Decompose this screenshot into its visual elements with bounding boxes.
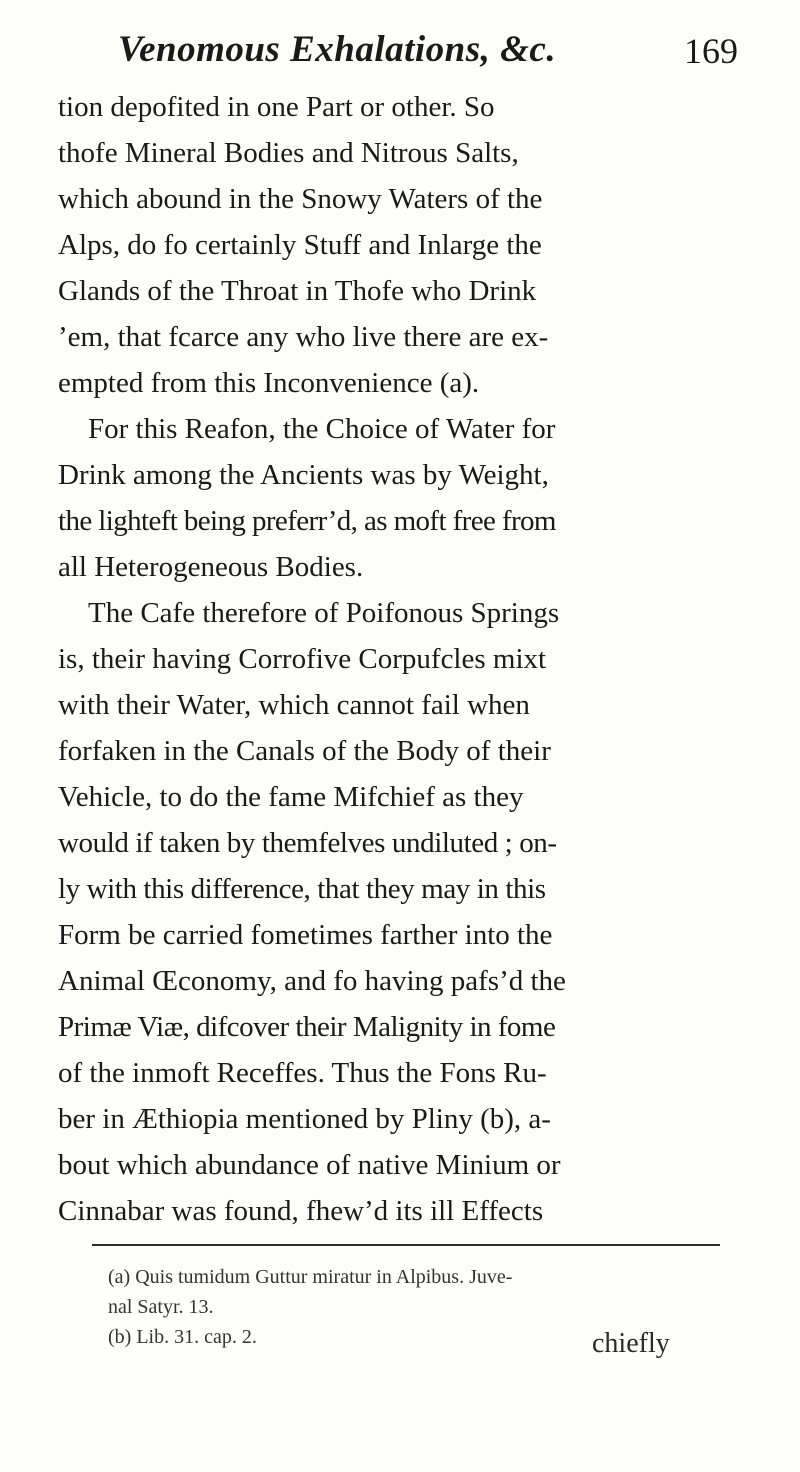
- page-header: [118, 28, 738, 84]
- footnote-a-continued: nal Satyr. 13.: [108, 1296, 214, 1318]
- text-line: all Heterogeneous Bodies.: [58, 551, 364, 583]
- text-line: The Cafe therefore of Poifonous Springs: [88, 597, 560, 629]
- footnote-a: (a) Quis tumidum Guttur miratur in Alpibus. Juve-: [108, 1266, 513, 1288]
- text-line: Glands of the Throat in Thofe who Drink: [58, 275, 537, 307]
- text-line: ber in Æthiopia mentioned by Pliny (b), a-: [58, 1103, 551, 1135]
- text-line: Form be carried fometimes farther into the: [58, 919, 553, 951]
- text-line: the lighteft being preferr’d, as moft free from: [58, 505, 556, 537]
- text-line: of the inmoft Receffes. Thus the Fons Ru-: [58, 1057, 547, 1089]
- text-line: would if taken by themfelves undiluted ; on-: [58, 827, 557, 859]
- text-line: bout which abundance of native Minium or: [58, 1149, 561, 1181]
- text-line: thofe Mineral Bodies and Nitrous Salts,: [58, 137, 519, 169]
- footnote-rule: [92, 1244, 720, 1246]
- text-line: empted from this Inconvenience (a).: [58, 367, 480, 399]
- text-line: Primæ Viæ, difcover their Malignity in fome: [58, 1011, 556, 1043]
- text-line: forfaken in the Canals of the Body of their: [58, 735, 551, 767]
- text-line: which abound in the Snowy Waters of the: [58, 183, 543, 215]
- text-line: is, their having Corrofive Corpufcles mixt: [58, 643, 547, 675]
- footnote-b: (b) Lib. 31. cap. 2.: [108, 1326, 257, 1348]
- text-line: Vehicle, to do the fame Mifchief as they: [58, 781, 524, 813]
- body-text: [58, 84, 738, 1234]
- text-line: ly with this difference, that they may in this: [58, 873, 546, 905]
- page-number: 169: [684, 31, 738, 71]
- running-title: Venomous Exhalations, &c.: [118, 29, 557, 70]
- text-line: tion depofited in one Part or other. So: [58, 91, 495, 123]
- text-line: Animal Œconomy, and fo having pafs’d the: [58, 965, 566, 997]
- catchword: chiefly: [592, 1328, 670, 1359]
- text-line: ’em, that fcarce any who live there are ex-: [58, 321, 549, 353]
- text-line: Cinnabar was found, fhew’d its ill Effects: [58, 1195, 544, 1227]
- text-line: with their Water, which cannot fail when: [58, 689, 530, 721]
- text-line: Alps, do fo certainly Stuff and Inlarge the: [58, 229, 542, 261]
- text-line: For this Reafon, the Choice of Water for: [88, 413, 556, 445]
- text-line: Drink among the Ancients was by Weight,: [58, 459, 549, 491]
